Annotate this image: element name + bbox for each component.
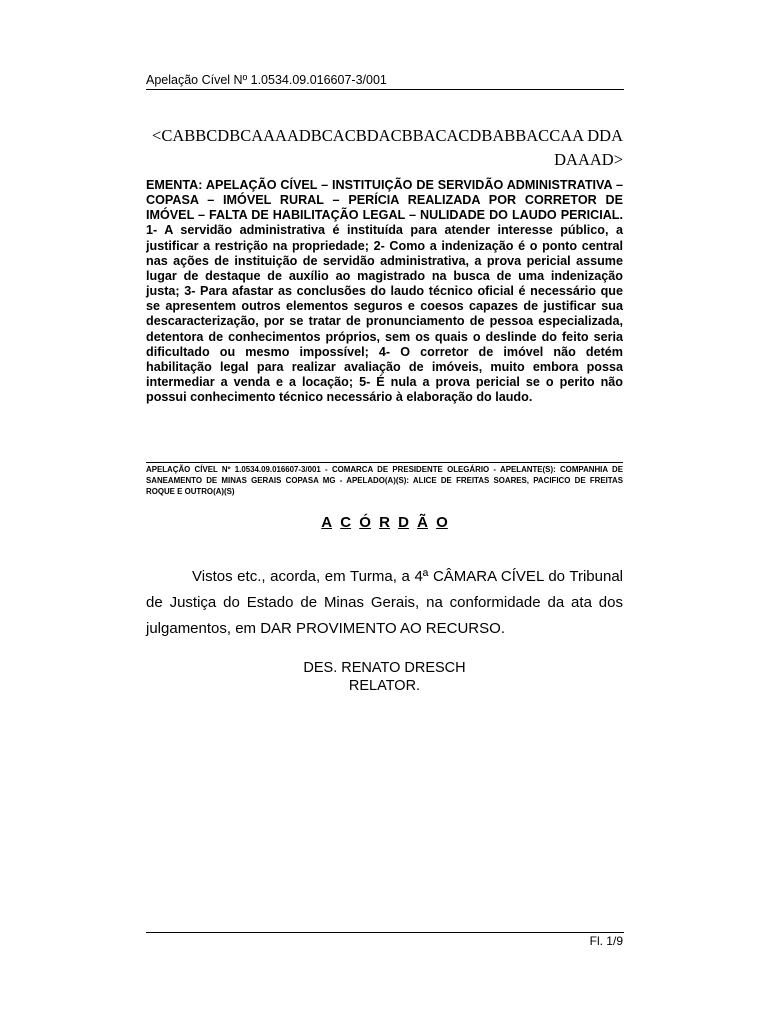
case-caption: APELAÇÃO CÍVEL Nº 1.0534.09.016607-3/001 - COMARCA DE PRESIDENTE OLEGÁRIO - APELANTE(S): COMPANHIA DE SANEAMENTO DE MINAS GERAIS COPASA MG - APELADO(A)(S): ALICE DE FREITAS SOARES, PACIFICO DE FREITAS ROQUE E OUTRO(A)(S)	[146, 462, 623, 497]
judge-role: RELATOR.	[348, 678, 421, 694]
acordao-title	[146, 514, 623, 531]
acordao-letter: D	[398, 514, 409, 531]
acordao-letter: O	[436, 514, 448, 531]
acordao-letter: R	[379, 514, 390, 531]
ementa-text: EMENTA: APELAÇÃO CÍVEL – INSTITUIÇÃO DE SERVIDÃO ADMINISTRATIVA – COPASA – IMÓVEL RURAL – PERÍCIA REALIZADA POR CORRETOR DE IMÓVEL – FALTA DE HABILITAÇÃO LEGAL – NULIDADE DO LAUDO PERICIAL. 1- A servidão administrativa é instituída para atender interesse público, a justificar a restrição na propriedade; 2- Como a indenização é o ponto central nas ações de instituição de servidão administrativa, a prova pericial assume lugar de destaque de auxílio ao magistrado na busca de uma indenização justa; 3- Para afastar as conclusões do laudo técnico oficial é necessário que se apresentem outros elementos seguros e coesos capazes de justificar sua descaracterização, por se tratar de pronunciamento de pessoa especializada, detentora de conhecimentos próprios, sem os quais o deslinde do feito seria dificultado ou mesmo impossível; 4- O corretor de imóvel não detém habilitação legal para realizar avaliação de imóveis, muito embora possa intermediar a venda e a locação; 5- É nula a prova pericial se o perito não possui conhecimento técnico necessário à elaboração do laudo.	[146, 178, 623, 405]
document-header	[146, 73, 624, 90]
acordao-letter: Ã	[417, 514, 428, 531]
acordao-letter: A	[321, 514, 333, 531]
footer-divider	[146, 932, 624, 933]
decision-paragraph: Vistos etc., acorda, em Turma, a 4ª CÂMARA CÍVEL do Tribunal de Justiça do Estado de Minas Gerais, na conformidade da ata dos julgamentos, em DAR PROVIMENTO AO RECURSO.	[146, 568, 623, 637]
barcode-text: <CABBCDBCAAAADBCACBDACBBACACDBABBACCAA DDADAAAD>	[152, 126, 623, 169]
page-number: Fl. 1/9	[589, 934, 623, 948]
acordao-letter: Ó	[359, 514, 371, 531]
process-title: Apelação Cível Nº 1.0534.09.016607-3/001	[146, 73, 387, 87]
judge-name: DES. RENATO DRESCH	[303, 660, 466, 676]
signature-block	[146, 659, 623, 695]
acordao-letter: C	[340, 514, 352, 531]
